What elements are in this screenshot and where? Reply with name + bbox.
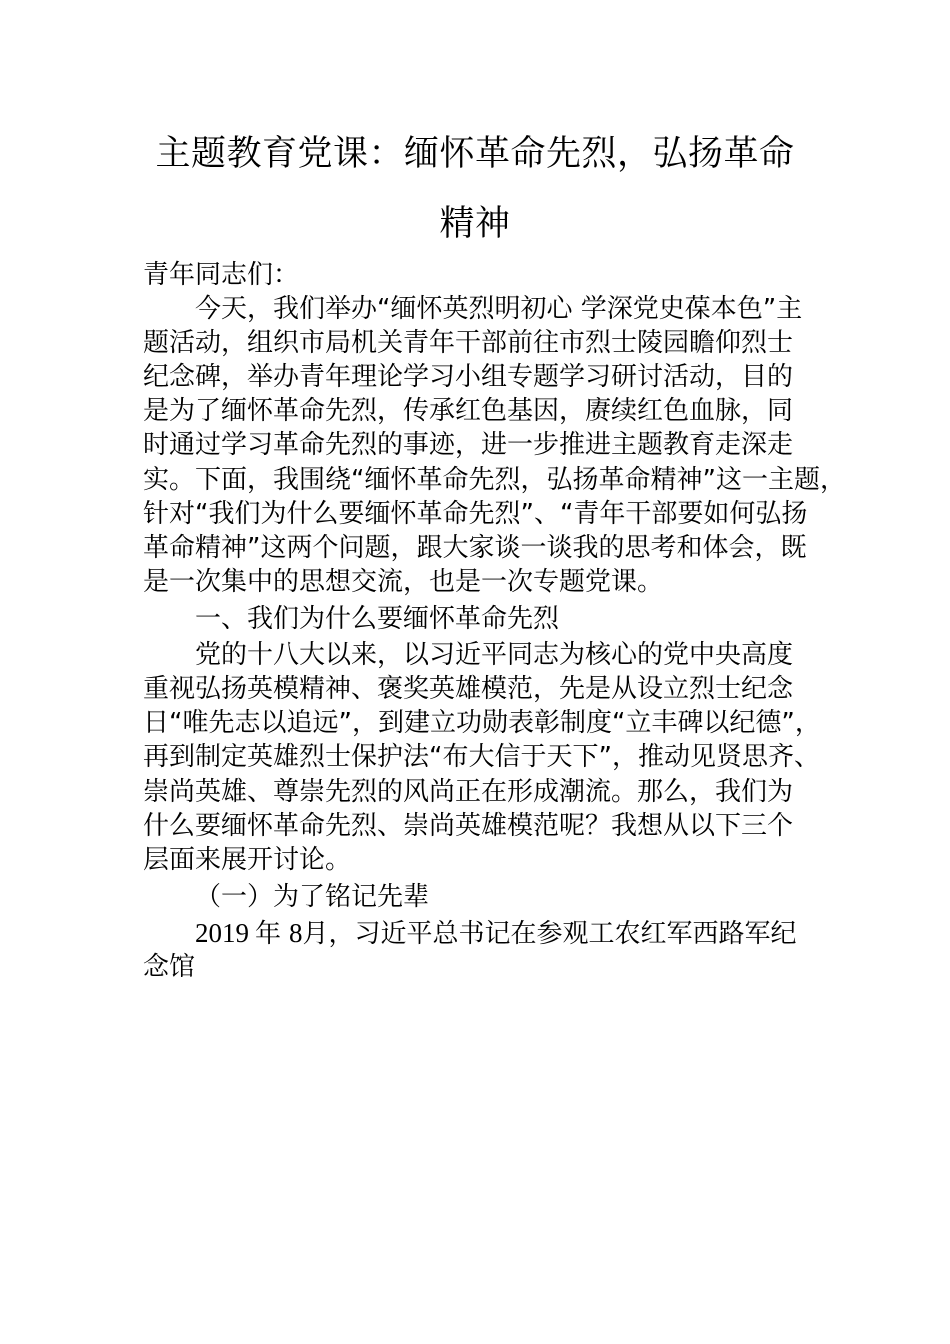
paragraph-2-line-7: 层面来展开讨论。 bbox=[143, 845, 352, 875]
paragraph-1-line-1: 今天，我们举办“缅怀英烈明初心 学深党史葆本色”主 bbox=[195, 294, 803, 324]
salutation: 青年同志们： bbox=[143, 260, 300, 290]
paragraph-3-line-2: 念馆 bbox=[143, 952, 196, 982]
paragraph-1-line-7: 针对“我们为什么要缅怀革命先烈”、“青年干部要如何弘扬 bbox=[143, 499, 808, 529]
paragraph-2-line-6: 什么要缅怀革命先烈、崇尚英雄模范呢？我想从以下三个 bbox=[143, 811, 794, 841]
paragraph-1-line-3: 纪念碑，举办青年理论学习小组专题学习研讨活动，目的 bbox=[143, 362, 794, 392]
paragraph-2-line-3: 日“唯先志以追远”，到建立功勋表彰制度“立丰碑以纪德”， bbox=[143, 708, 821, 738]
section-heading-1: 一、我们为什么要缅怀革命先烈 bbox=[195, 604, 560, 634]
paragraph-1-line-4: 是为了缅怀革命先烈，传承红色基因，赓续红色血脉，同 bbox=[143, 396, 794, 426]
paragraph-1-line-6: 实。下面，我围绕“缅怀革命先烈，弘扬革命精神”这一主题， bbox=[143, 465, 846, 495]
paragraph-2-line-5: 崇尚英雄、尊崇先烈的风尚正在形成潮流。那么，我们为 bbox=[143, 777, 794, 807]
paragraph-1-line-9: 是一次集中的思想交流，也是一次专题党课。 bbox=[143, 567, 664, 597]
document-title-line-2: 精神 bbox=[439, 204, 511, 244]
date-year-unit: 年 bbox=[255, 919, 282, 949]
subsection-heading-1: （一）为了铭记先辈 bbox=[195, 882, 430, 912]
paragraph-1-line-5: 时通过学习革命先烈的事迹，进一步推进主题教育走深走 bbox=[143, 430, 794, 460]
document-title-line-1: 主题教育党课：缅怀革命先烈，弘扬革命 bbox=[155, 134, 795, 174]
paragraph-1-line-8: 革命精神”这两个问题，跟大家谈一谈我的思考和体会，既 bbox=[143, 533, 807, 563]
paragraph-2-line-4: 再到制定英雄烈士保护法“布大信于天下”，推动见贤思齐、 bbox=[143, 742, 820, 772]
paragraph-2-line-2: 重视弘扬英模精神、褒奖英雄模范，先是从设立烈士纪念 bbox=[143, 674, 794, 704]
date-month: 8 bbox=[289, 918, 303, 948]
paragraph-1-line-2: 题活动，组织市局机关青年干部前往市烈士陵园瞻仰烈士 bbox=[143, 328, 794, 358]
date-year: 2019 bbox=[195, 918, 249, 948]
paragraph-2-line-1: 党的十八大以来，以习近平同志为核心的党中央高度 bbox=[195, 640, 794, 670]
paragraph-3-text: 月，习近平总书记在参观工农红军西路军纪 bbox=[302, 919, 797, 949]
paragraph-3-line-1 bbox=[195, 918, 797, 949]
